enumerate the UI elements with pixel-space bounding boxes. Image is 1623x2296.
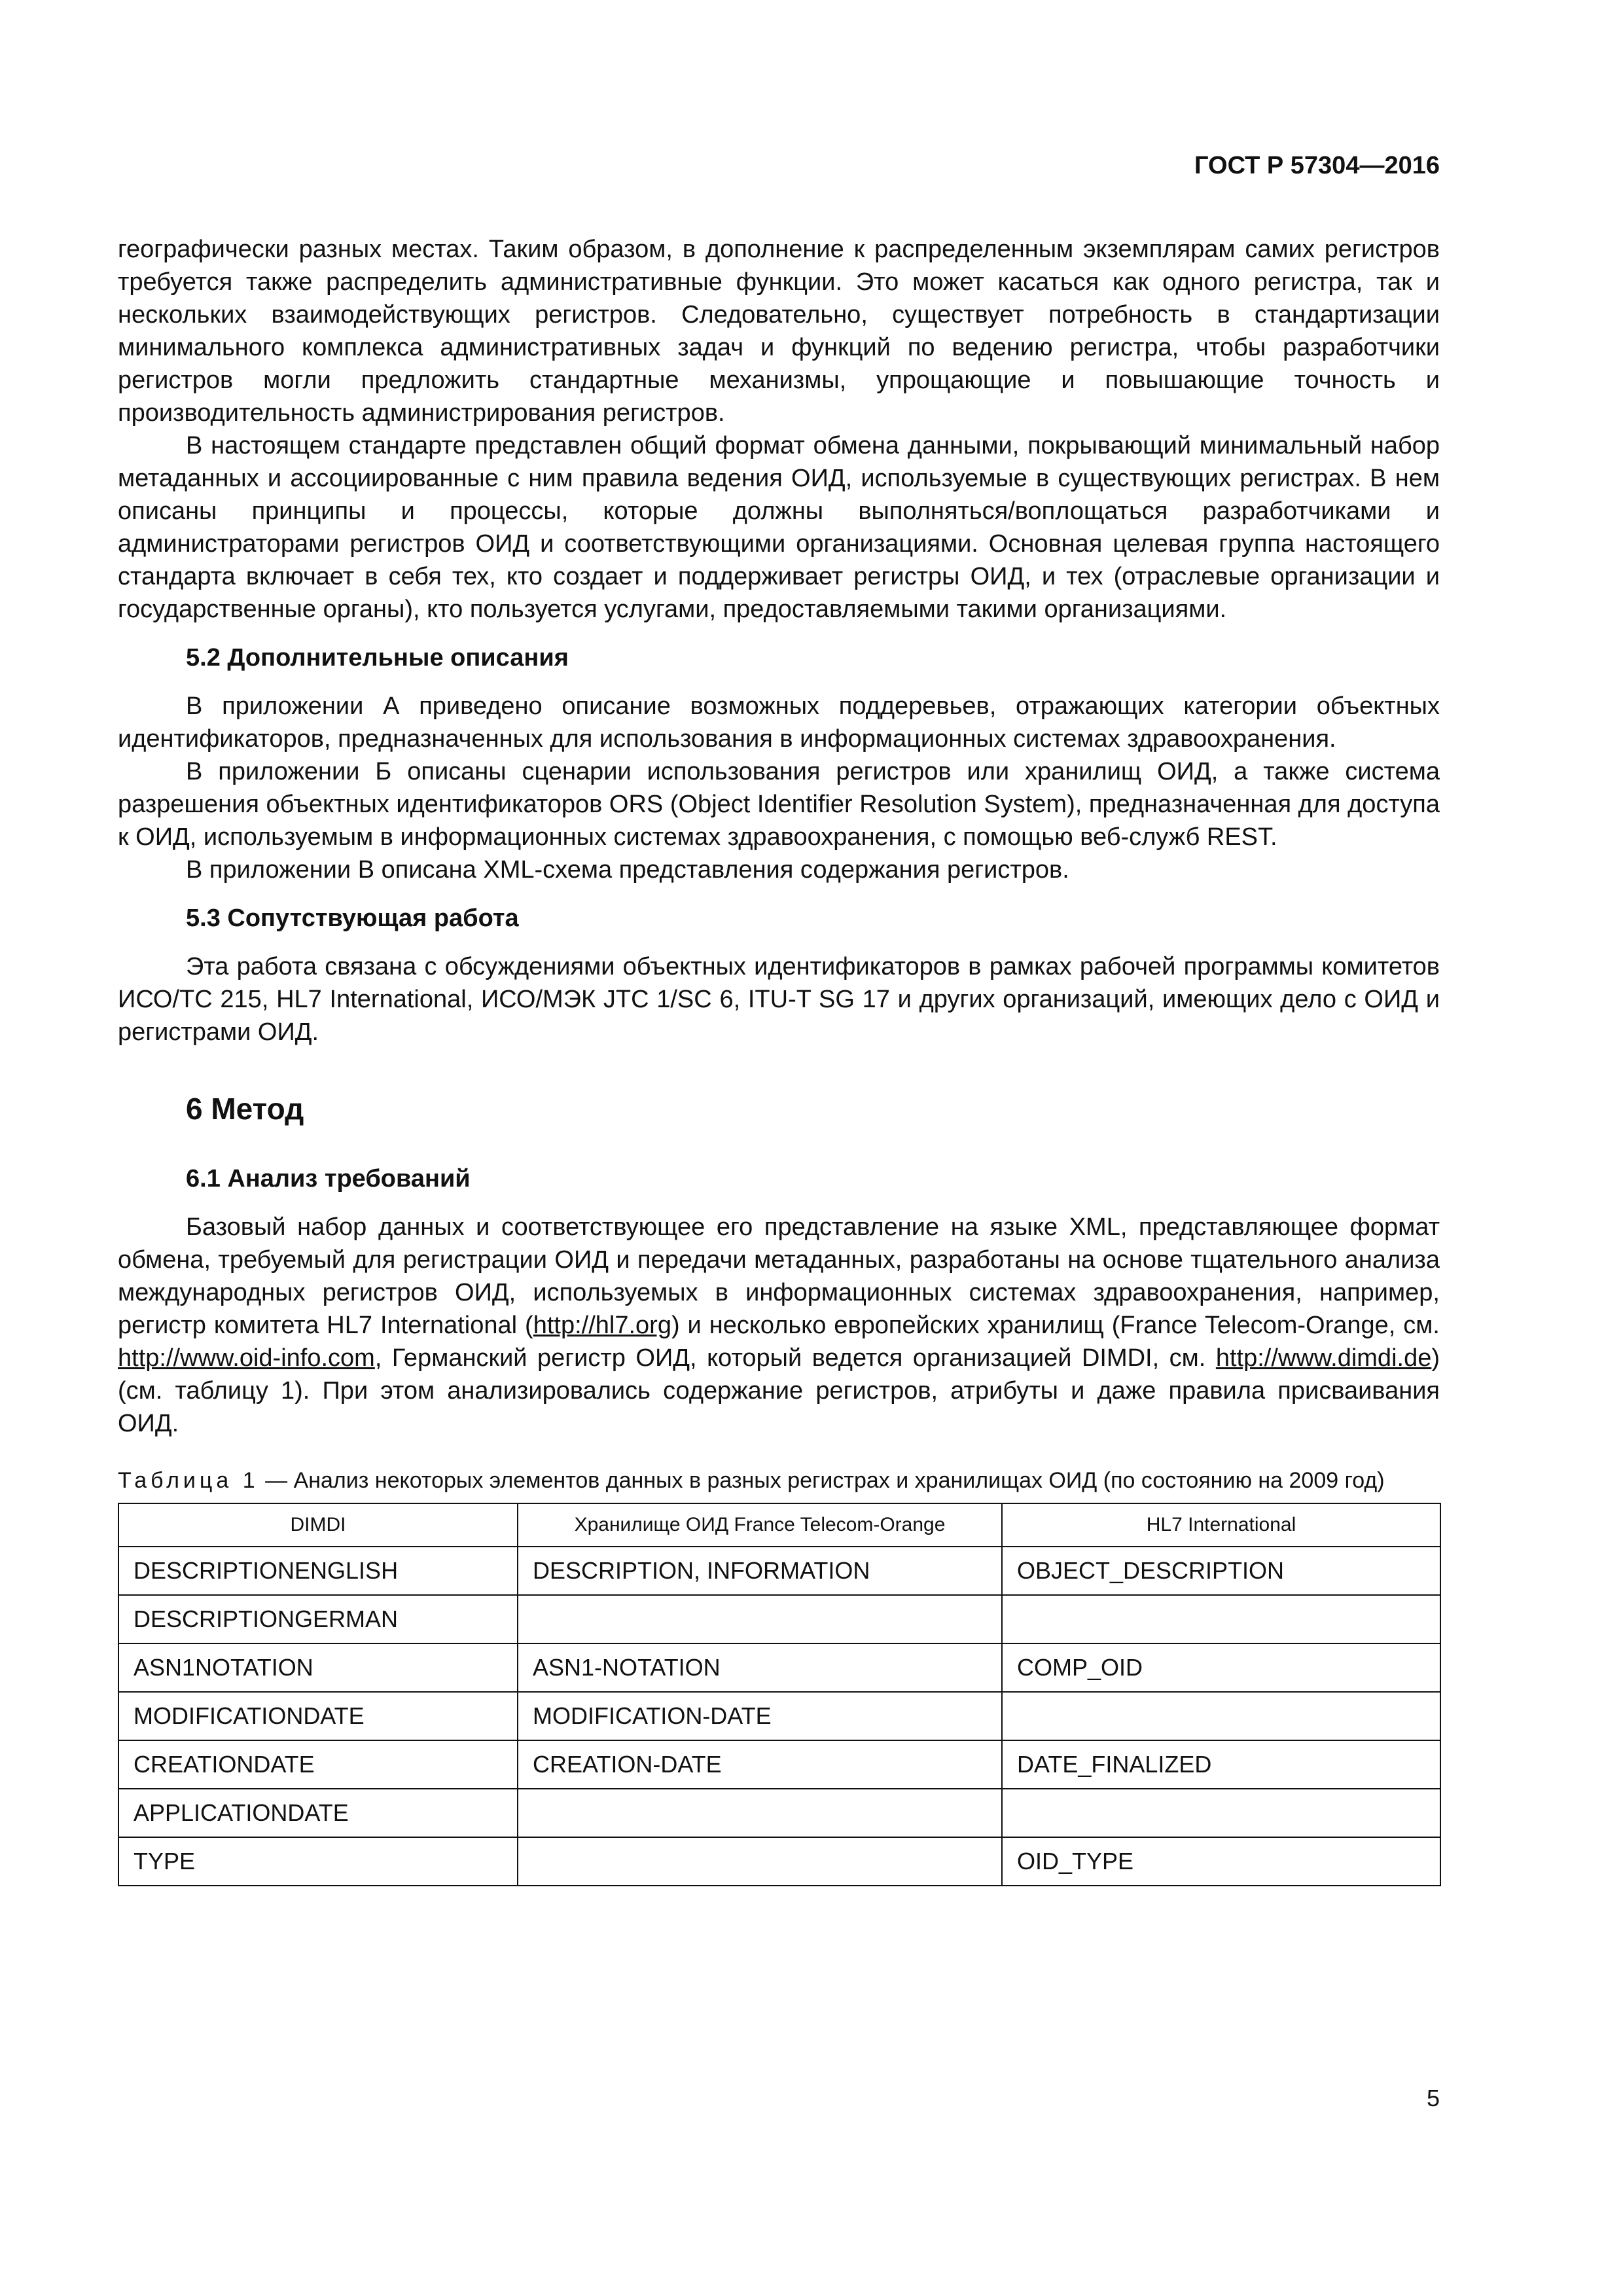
oid-registry-comparison-table [118,1503,1441,1886]
page-number: 5 [1426,2085,1440,2111]
table-row [118,1789,1440,1837]
document-id-header: ГОСТ Р 57304—2016 [1194,152,1440,179]
table-cell: DESCRIPTIONGERMAN [118,1595,518,1643]
paragraph: Эта работа связана с обсуждениями объектных идентификаторов в рамках рабочей программы комитетов ИСО/ТС 215, HL7 International, ИСО/МЭК JTC 1/SC 6, ITU-T SG 17 и других организаций, имеющих дело с ОИД и регистрами ОИД. [118,953,1440,1046]
table-caption [118,1466,1440,1495]
table-row [118,1837,1440,1886]
table-cell [518,1837,1002,1886]
text: Базовый набор данных и соответствующее его представление на языке XML, представляющее формат обмена, требуемый для регистрации ОИД и передачи метаданных, разработаны на основе тщательного анализа международных регистров ОИД, используемых в информационных системах здравоохранения, например, регистр комитета HL7 International ( [118,1213,1440,1339]
table-header-cell: Хранилище ОИД France Telecom-Orange [518,1503,1002,1547]
table-row [118,1740,1440,1789]
table-cell: ASN1NOTATION [118,1643,518,1692]
text: ) (см. таблицу 1). При этом анализировались содержание регистров, атрибуты и даже правила присваивания ОИД. [118,1344,1440,1437]
paragraph-with-links [118,1211,1440,1440]
table-row [118,1595,1440,1643]
section-heading-5-3: 5.3 Сопутствующая работа [186,905,519,932]
table-cell: DESCRIPTIONENGLISH [118,1547,518,1595]
hl7-link[interactable]: http://hl7.org [533,1312,671,1339]
table-cell: APPLICATIONDATE [118,1789,518,1837]
table-cell: DATE_FINALIZED [1002,1740,1440,1789]
table-row [118,1547,1440,1595]
table-header-row [118,1503,1440,1547]
table-cell: OBJECT_DESCRIPTION [1002,1547,1440,1595]
table-header-cell: HL7 International [1002,1503,1440,1547]
table-cell [1002,1595,1440,1643]
table-cell: TYPE [118,1837,518,1886]
paragraph: географически разных местах. Таким образом, в дополнение к распределенным экземплярам самих регистров требуется также распределить административные функции. Это может касаться как одного регистра, так и нескольких взаимодействующих регистров. Следовательно, существует потребность в стандартизации минимального комплекса административных задач и функций по ведению регистра, чтобы разработчики регистров могли предложить стандартные механизмы, упрощающие и повышающие точность и производительность администрирования регистров. [118,236,1440,427]
dimdi-link[interactable]: http://www.dimdi.de [1215,1344,1432,1372]
table-cell: CREATION-DATE [518,1740,1002,1789]
table-cell [1002,1692,1440,1740]
table-cell [1002,1789,1440,1837]
document-page [118,0,1440,2296]
table-cell: COMP_OID [1002,1643,1440,1692]
table-cell: MODIFICATION-DATE [518,1692,1002,1740]
table-cell: MODIFICATIONDATE [118,1692,518,1740]
text: ) и несколько европейских хранилищ (France Telecom-Orange, см. [671,1312,1440,1339]
section-heading-6: 6 Метод [186,1092,304,1126]
table-row [118,1692,1440,1740]
table-cell: DESCRIPTION, INFORMATION [518,1547,1002,1595]
text: , Германский регистр ОИД, который ведется организацией DIMDI, см. [374,1344,1216,1372]
document-body [118,233,1440,1886]
table-caption-label: Таблица 1 [118,1468,259,1493]
paragraph: В настоящем стандарте представлен общий формат обмена данными, покрывающий минимальный набор метаданных и ассоциированные с ним правила ведения ОИД, используемые в существующих регистрах. В нем описаны принципы и процессы, которые должны выполняться/воплощаться разработчиками и администраторами регистров ОИД и соответствующими организациями. Основная целевая группа настоящего стандарта включает в себя тех, кто создает и поддерживает регистры ОИД, и тех (отраслевые организации и государственные органы), кто пользуется услугами, предоставляемыми такими организациями. [118,432,1440,623]
table-cell [518,1595,1002,1643]
table-row [118,1643,1440,1692]
paragraph: В приложении А приведено описание возможных поддеревьев, отражающих категории объектных идентификаторов, предназначенных для использования в информационных системах здравоохранения. [118,692,1440,753]
section-heading-6-1: 6.1 Анализ требований [186,1165,471,1193]
table-cell: CREATIONDATE [118,1740,518,1789]
table-cell [518,1789,1002,1837]
table-cell: ASN1-NOTATION [518,1643,1002,1692]
oid-info-link[interactable]: http://www.oid-info.com [118,1344,375,1372]
table-header-cell: DIMDI [118,1503,518,1547]
table-cell: OID_TYPE [1002,1837,1440,1886]
paragraph: В приложении В описана XML-схема представления содержания регистров. [186,856,1069,884]
table-caption-text: — Анализ некоторых элементов данных в разных регистрах и хранилищах ОИД (по состоянию на 2009 год) [259,1468,1385,1493]
paragraph: В приложении Б описаны сценарии использования регистров или хранилищ ОИД, а также система разрешения объектных идентификаторов ORS (Object Identifier Resolution System), предназначенная для доступа к ОИД, используемым в информационных системах здравоохранения, с помощью веб-служб REST. [118,758,1440,851]
section-heading-5-2: 5.2 Дополнительные описания [186,644,569,672]
